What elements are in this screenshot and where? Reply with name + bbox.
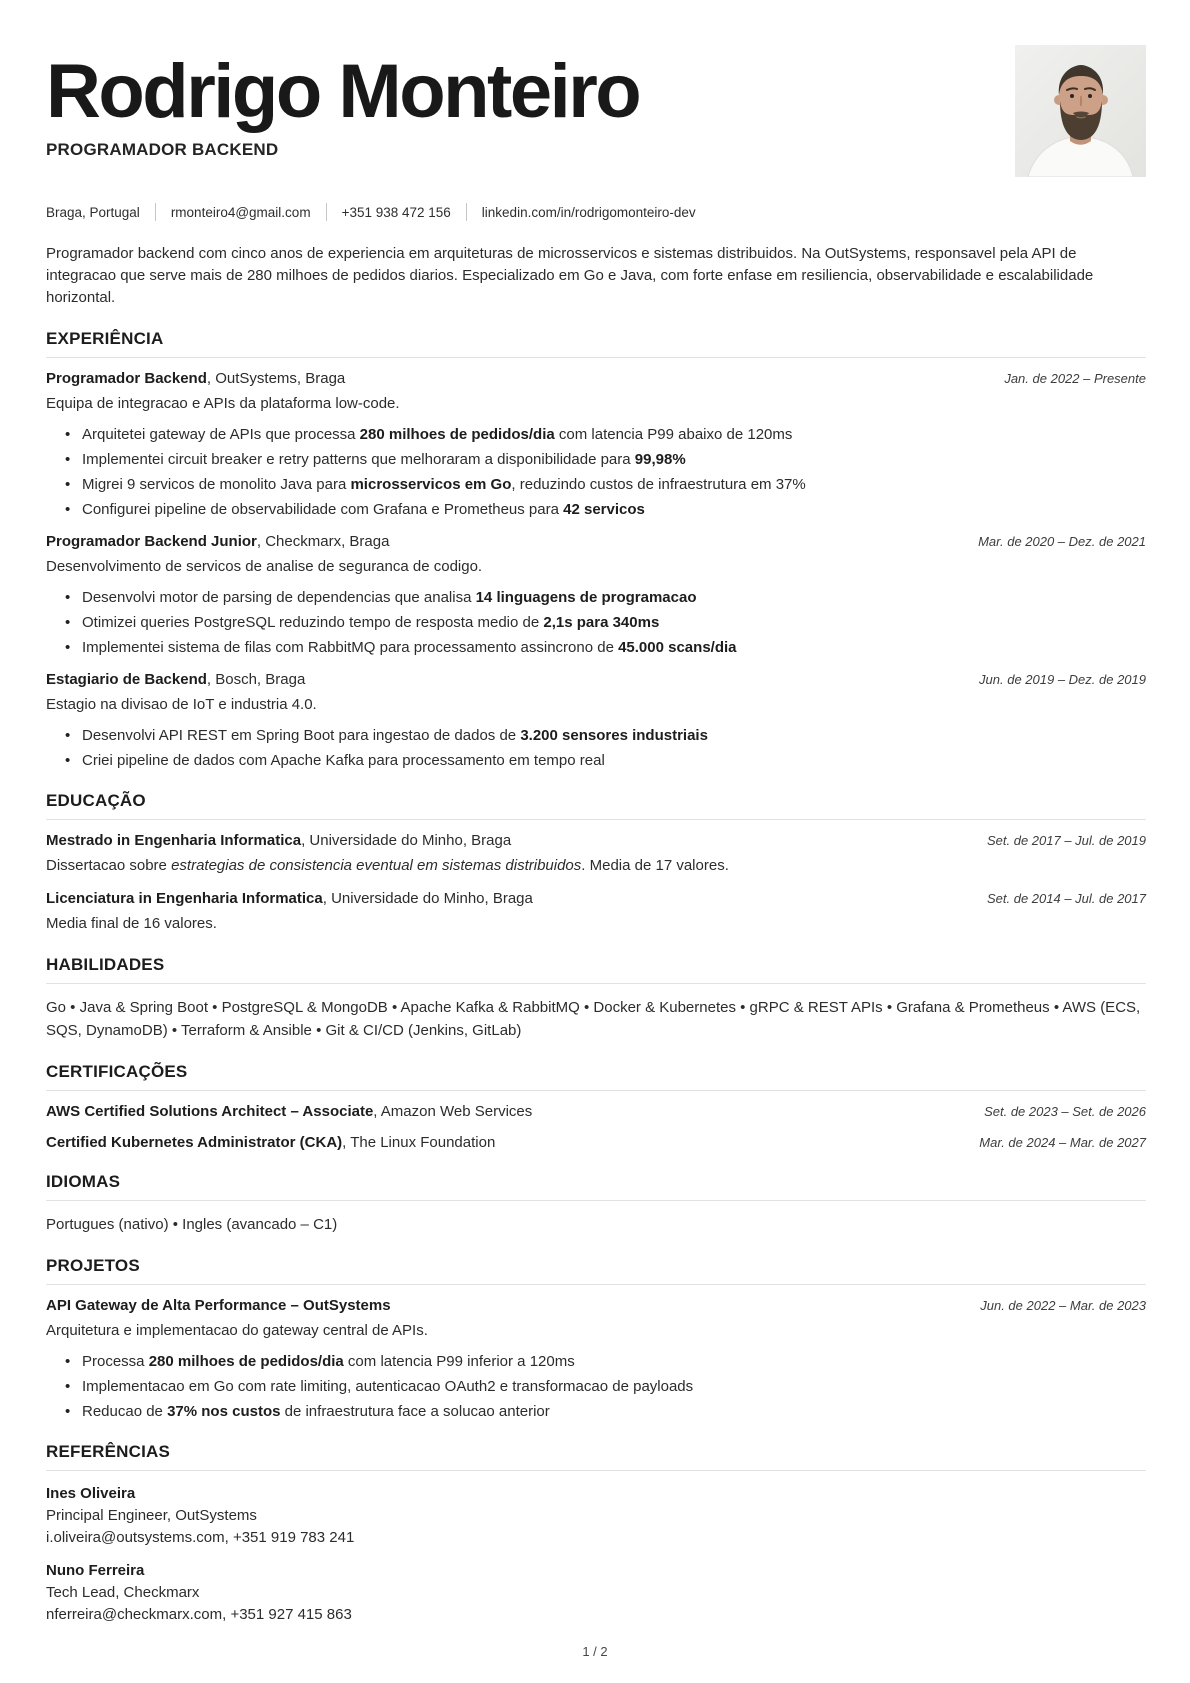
bullet-item: [82, 449, 1146, 470]
section-certifications: [46, 1062, 1146, 1152]
entry-title: [46, 1103, 532, 1121]
sections-container: [46, 329, 1146, 1626]
bullet-item: [82, 424, 1146, 445]
reference-contact: nferreira@checkmarx.com, +351 927 415 863: [46, 1606, 352, 1623]
entry-title-strong: API Gateway de Alta Performance – OutSystems: [46, 1297, 391, 1314]
text: Implementei sistema de filas com RabbitMQ para processamento assincrono de: [82, 639, 619, 656]
section-heading-experience: EXPERIÊNCIA: [46, 329, 1146, 358]
section-skills: [46, 955, 1146, 1042]
reference-entry: [46, 1560, 1146, 1626]
contact-item: Braga, Portugal: [46, 204, 140, 220]
entry-title-strong: Certified Kubernetes Administrator (CKA): [46, 1134, 343, 1151]
bullet-item: [82, 637, 1146, 658]
entry-title-strong: Programador Backend Junior: [46, 533, 257, 550]
section-education: [46, 791, 1146, 935]
text: Implementacao em Go com rate limiting, autenticacao OAuth2 e transformacao de payloads: [82, 1378, 694, 1395]
bold-text: microsservicos em Go: [350, 476, 512, 493]
text: Processa: [82, 1353, 149, 1370]
entry-title-strong: Licenciatura in Engenharia Informatica: [46, 890, 323, 907]
entry-description: [46, 1320, 1146, 1342]
entry-title: [46, 1297, 391, 1315]
entry-title-meta: , OutSystems, Braga: [206, 370, 346, 387]
entry-description: [46, 913, 1146, 935]
entry-description: [46, 855, 1146, 877]
person-name: Rodrigo Monteiro: [46, 49, 640, 134]
entry-header: [46, 533, 1146, 551]
bold-text: 280 milhoes de pedidos/dia: [148, 1353, 344, 1370]
experience-entry: [46, 533, 1146, 658]
languages-text: Portugues (nativo) • Ingles (avancado – C1): [46, 1216, 338, 1233]
contact-item: linkedin.com/in/rodrigomonteiro-dev: [481, 204, 696, 220]
entry-title-meta: , The Linux Foundation: [342, 1134, 496, 1151]
bullet-list: [46, 424, 1146, 520]
entry-title-strong: Programador Backend: [46, 370, 207, 387]
text: . Media de 17 valores.: [581, 857, 729, 874]
reference-entry: [46, 1483, 1146, 1549]
entry-title-meta: , Bosch, Braga: [206, 671, 306, 688]
text: Desenvolvimento de servicos de analise de seguranca de codigo.: [46, 558, 483, 575]
reference-contact: i.oliveira@outsystems.com, +351 919 783 241: [46, 1529, 355, 1546]
profile-photo-illustration: [1015, 45, 1146, 177]
reference-role: Principal Engineer, OutSystems: [46, 1507, 257, 1524]
entry-description: [46, 694, 1146, 716]
section-heading-references: REFERÊNCIAS: [46, 1442, 1146, 1471]
text: Criei pipeline de dados com Apache Kafka para processamento em tempo real: [82, 752, 605, 769]
bullet-item: [82, 1351, 1146, 1372]
contact-item: +351 938 472 156: [341, 204, 451, 220]
resume-header: [46, 49, 1146, 177]
text: Otimizei queries PostgreSQL reduzindo tempo de resposta medio de: [82, 614, 544, 631]
bold-text: 99,98%: [634, 451, 686, 468]
entry-dates: Set. de 2017 – Jul. de 2019: [986, 833, 1146, 848]
bold-text: 42 servicos: [563, 501, 645, 518]
skills-text: Go • Java & Spring Boot • PostgreSQL & MongoDB • Apache Kafka & RabbitMQ • Docker & Kubernetes • gRPC & REST APIs • Grafana & Prometheus • AWS (ECS, SQS, DynamoDB) • Terraform & Ansible • Git & CI/CD (Jenkins, GitLab): [46, 999, 1141, 1039]
entry-title: [46, 671, 305, 689]
reference-role: Tech Lead, Checkmarx: [46, 1584, 200, 1601]
text: Desenvolvi motor de parsing de dependencias que analisa: [82, 589, 476, 606]
section-heading-skills: HABILIDADES: [46, 955, 1146, 984]
bold-text: 45.000 scans/dia: [618, 639, 737, 656]
person-job-title: PROGRAMADOR BACKEND: [46, 140, 279, 160]
entry-title-strong: Estagiario de Backend: [46, 671, 207, 688]
summary-paragraph: Programador backend com cinco anos de experiencia em arquiteturas de microsservicos e sistemas distribuidos. Na OutSystems, responsavel pela API de integracao que serve mais de 280 milhoes de pedidos diarios. Especializado em Go e Java, com forte enfase em resiliencia, observabilidade e escalabilidade horizontal.: [46, 245, 1094, 306]
experience-entry: [46, 671, 1146, 771]
text: Dissertacao sobre: [46, 857, 172, 874]
section-languages: [46, 1172, 1146, 1236]
section-projects: [46, 1256, 1146, 1422]
contact-item: rmonteiro4@gmail.com: [170, 204, 311, 220]
education-entry: [46, 832, 1146, 877]
certifications-entry: [46, 1134, 1146, 1152]
text: Arquitetei gateway de APIs que processa: [82, 426, 360, 443]
entry-title: [46, 370, 345, 388]
contact-divider: [326, 203, 327, 221]
bullet-item: [82, 1376, 1146, 1397]
entry-header: [46, 1297, 1146, 1315]
bold-text: 37% nos custos: [167, 1403, 281, 1420]
bold-text: 3.200 sensores industriais: [520, 727, 708, 744]
bullet-item: [82, 725, 1146, 746]
text: Estagio na divisao de IoT e industria 4.0.: [46, 696, 317, 713]
bullet-item: [82, 587, 1146, 608]
entry-dates: Jun. de 2019 – Dez. de 2019: [979, 672, 1146, 687]
header-identity: [46, 49, 640, 160]
bold-text: 2,1s para 340ms: [543, 614, 660, 631]
entry-title: [46, 1134, 495, 1152]
text: com latencia P99 inferior a 120ms: [343, 1353, 575, 1370]
text: , reduzindo custos de infraestrutura em 37%: [511, 476, 806, 493]
bullet-item: [82, 499, 1146, 520]
certifications-entry: [46, 1103, 1146, 1121]
education-entry: [46, 890, 1146, 935]
entry-dates: Jun. de 2022 – Mar. de 2023: [980, 1298, 1146, 1313]
entry-title: [46, 533, 389, 551]
page-number: 1 / 2: [582, 1644, 608, 1659]
entry-header: [46, 1103, 1146, 1121]
entry-header: [46, 671, 1146, 689]
entry-description: [46, 556, 1146, 578]
text: com latencia P99 abaixo de 120ms: [554, 426, 793, 443]
entry-dates: Set. de 2023 – Set. de 2026: [984, 1104, 1146, 1119]
entry-description: [46, 393, 1146, 415]
reference-name: Nuno Ferreira: [46, 1562, 145, 1579]
reference-name: Ines Oliveira: [46, 1485, 136, 1502]
entry-title: [46, 832, 511, 850]
section-heading-languages: IDIOMAS: [46, 1172, 1146, 1201]
entry-dates: Set. de 2014 – Jul. de 2017: [986, 891, 1146, 906]
profile-photo: [1015, 45, 1146, 177]
bullet-item: [82, 750, 1146, 771]
entry-title-meta: , Amazon Web Services: [373, 1103, 533, 1120]
text: Equipa de integracao e APIs da plataforma low-code.: [46, 395, 400, 412]
section-references: [46, 1442, 1146, 1626]
bold-text: 14 linguagens de programacao: [475, 589, 697, 606]
section-heading-certifications: CERTIFICAÇÕES: [46, 1062, 1146, 1091]
contact-row: [46, 203, 1146, 221]
entry-title: [46, 890, 533, 908]
bullet-list: [46, 725, 1146, 771]
section-experience: [46, 329, 1146, 771]
section-heading-education: EDUCAÇÃO: [46, 791, 1146, 820]
text: Desenvolvi API REST em Spring Boot para ingestao de dados de: [82, 727, 521, 744]
bullet-item: [82, 474, 1146, 495]
text: Migrei 9 servicos de monolito Java para: [82, 476, 351, 493]
entry-title-meta: , Checkmarx, Braga: [256, 533, 390, 550]
text: Arquitetura e implementacao do gateway central de APIs.: [46, 1322, 428, 1339]
entry-title-strong: Mestrado in Engenharia Informatica: [46, 832, 302, 849]
contact-divider: [466, 203, 467, 221]
entry-title-meta: , Universidade do Minho, Braga: [322, 890, 533, 907]
text: Reducao de: [82, 1403, 168, 1420]
text: Media final de 16 valores.: [46, 915, 217, 932]
text: Implementei circuit breaker e retry patterns que melhoraram a disponibilidade para: [82, 451, 635, 468]
entry-dates: Jan. de 2022 – Presente: [1004, 371, 1146, 386]
text: Configurei pipeline de observabilidade com Grafana e Prometheus para: [82, 501, 564, 518]
projects-entry: [46, 1297, 1146, 1422]
text: de infraestrutura face a solucao anterior: [280, 1403, 550, 1420]
contact-divider: [155, 203, 156, 221]
bold-text: 280 milhoes de pedidos/dia: [359, 426, 555, 443]
entry-header: [46, 370, 1146, 388]
bullet-item: [82, 1401, 1146, 1422]
bullet-list: [46, 1351, 1146, 1422]
entry-title-strong: AWS Certified Solutions Architect – Associate: [46, 1103, 374, 1120]
entry-header: [46, 1134, 1146, 1152]
bullet-list: [46, 587, 1146, 658]
section-heading-projects: PROJETOS: [46, 1256, 1146, 1285]
entry-dates: Mar. de 2024 – Mar. de 2027: [979, 1135, 1146, 1150]
experience-entry: [46, 370, 1146, 520]
entry-header: [46, 832, 1146, 850]
entry-header: [46, 890, 1146, 908]
italic-text: estrategias de consistencia eventual em sistemas distribuidos: [171, 857, 582, 874]
entry-title-meta: , Universidade do Minho, Braga: [301, 832, 512, 849]
bullet-item: [82, 612, 1146, 633]
entry-dates: Mar. de 2020 – Dez. de 2021: [978, 534, 1146, 549]
